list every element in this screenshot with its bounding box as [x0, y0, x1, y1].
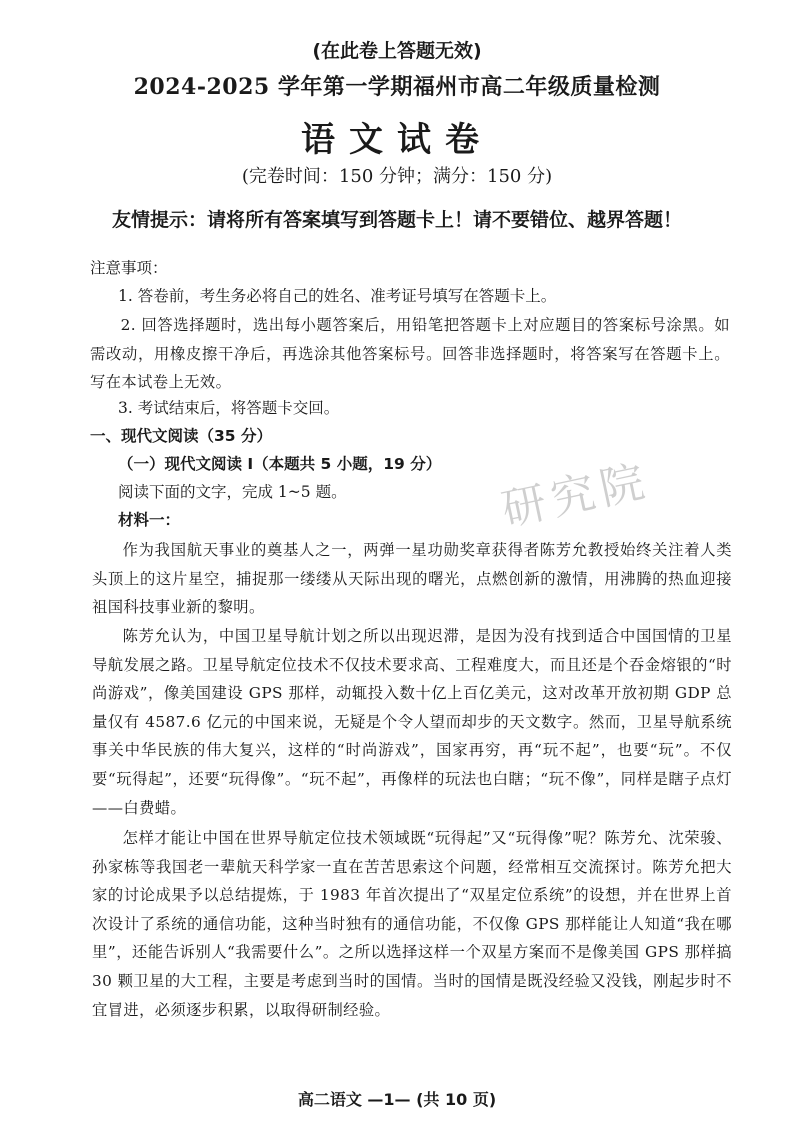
paragraph-2: 陈芳允认为，中国卫星导航计划之所以出现迟滞，是因为没有找到适合中国国情的卫星导航发展之路。卫星导航定位技术不仅技术要求高、工程难度大，而且还是个吞金熔银的“时尚游戏”，像美国建设 GPS 那样，动辄投入数十亿上百亿美元，这对改革开放初期 GDP 总量仅有 4587.6 亿元的中国来说，无疑是个令人望而却步的天文数字。然而，卫星导航系统事关中华民族的伟大复兴，这样的“时尚游戏”，国家再穷，再“玩不起”，也要“玩”。不仅要“玩得起”，还要“玩得像”。“玩不起”，再像样的玩法也白瞎；“玩不像”，同样是瞎子点灯——白费蜡。: [92, 627, 732, 817]
paragraph-3: 怎样才能让中国在世界导航定位技术领域既“玩得起”又“玩得像”呢？陈芳允、沈荣骏、孙家栋等我国老一辈航天科学家一直在苦苦思索这个问题，经常相互交流探讨。陈芳允把大家的讨论成果予以总结提炼，于 1983 年首次提出了“双星定位系统”的设想，并在世界上首次设计了系统的通信功能，这种当时独有的通信功能，不仅像 GPS 那样能让人知道“我在哪里”，还能告诉别人“我需要什么”。之所以选择这样一个双星方案而不是像美国 GPS 那样搞 30 颗卫星的大工程，主要是考虑到当时的国情。当时的国情是既没经验又没钱，刚起步时不宜冒进，必须逐步积累，以取得研制经验。: [92, 829, 732, 1019]
section-subtitle: （一）现代文阅读 I（本题共 5 小题，19 分）: [118, 455, 442, 473]
instruction-item-3: 3. 考试结束后，将答题卡交回。: [118, 399, 340, 417]
watermark-text: 研究院: [497, 455, 655, 537]
instructions-heading: 注意事项：: [90, 259, 168, 277]
friendly-reminder: 友情提示：请将所有答案填写到答题卡上！请不要错位、越界答题！: [111, 209, 682, 231]
page-footer: 高二语文 —1— (共 10 页): [297, 1090, 497, 1109]
section-title: 一、现代文阅读（35 分）: [90, 427, 272, 445]
watermark-stamp: [495, 430, 725, 544]
material-label: 材料一：: [118, 511, 181, 529]
subject-title: 语文试卷: [301, 120, 493, 160]
reading-instruction: 阅读下面的文字，完成 1~5 题。: [118, 483, 347, 501]
paragraph-1: 作为我国航天事业的奠基人之一，两弹一星功勋奖章获得者陈芳允教授始终关注着人类头顶上的这片星空，捕捉那一缕缕从天际出现的曙光，点燃创新的激情，用沸腾的热血迎接祖国科技事业新的黎明。: [92, 541, 732, 617]
exam-title: 2024-2025 学年第一学期福州市高二年级质量检测: [133, 74, 661, 100]
instruction-item-1: 1. 答卷前，考生务必将自己的姓名、准考证号填写在答题卡上。: [118, 287, 557, 305]
no-answer-notice: (在此卷上答题无效): [312, 40, 482, 62]
time-info: (完卷时间：150 分钟；满分：150 分): [241, 166, 553, 187]
instruction-item-2: 2. 回答选择题时，选出每小题答案后，用铅笔把答题卡上对应题目的答案标号涂黑。如需改动，用橡皮擦干净后，再选涂其他答案标号。回答非选择题时，将答案写在答题卡上。写在本试卷上无效。: [90, 316, 730, 392]
